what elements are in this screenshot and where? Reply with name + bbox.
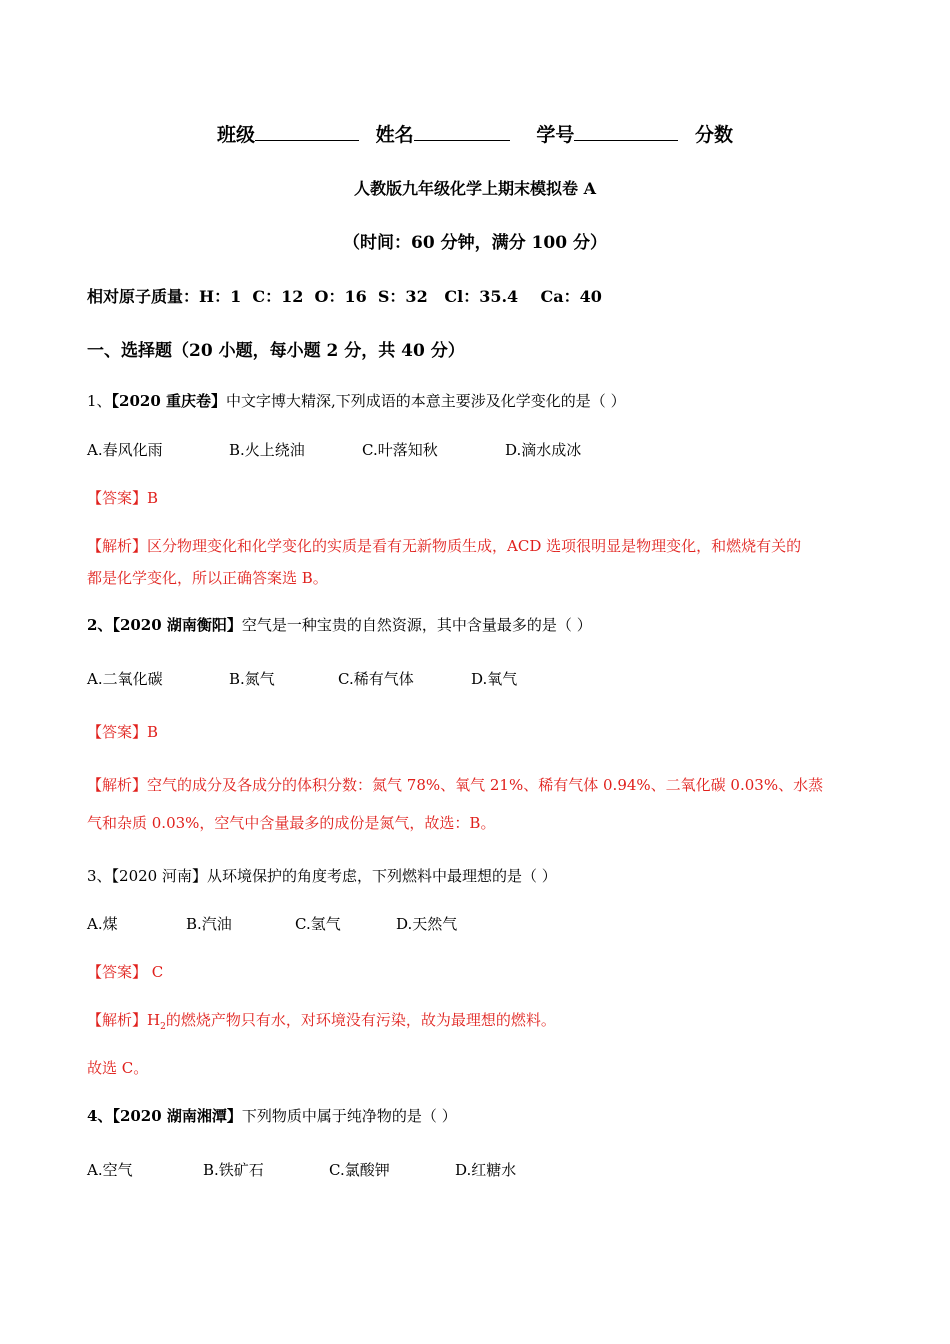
option-b: B.火上绕油 bbox=[229, 441, 305, 459]
analysis-3-line1 bbox=[87, 1009, 556, 1032]
question-number: 2、 bbox=[87, 616, 113, 634]
class-label: 班级 bbox=[217, 124, 256, 146]
option-b: B.氮气 bbox=[229, 670, 275, 688]
analysis-label: 【解析】 bbox=[87, 537, 148, 555]
question-text: 下列物质中属于纯净物的是（ ） bbox=[241, 1107, 457, 1125]
question-source: 【2020 重庆卷】 bbox=[111, 392, 227, 410]
class-blank[interactable] bbox=[255, 122, 359, 141]
analysis-1-line2: 都是化学变化，所以正确答案选 B。 bbox=[87, 569, 328, 587]
number-label: 学号 bbox=[536, 124, 575, 146]
section-heading: 一、选择题（20 小题，每小题 2 分，共 40 分） bbox=[87, 341, 465, 361]
question-2-stem bbox=[87, 614, 592, 635]
question-source: 【2020 河南】 bbox=[111, 867, 207, 885]
formula-subscript: 2 bbox=[160, 1022, 166, 1032]
analysis-1-line1 bbox=[87, 535, 801, 556]
option-c: C.氯酸钾 bbox=[329, 1161, 390, 1179]
question-4-stem bbox=[87, 1105, 457, 1126]
analysis-label: 【解析】 bbox=[87, 1011, 148, 1029]
question-1-stem bbox=[87, 390, 626, 411]
question-text: 中文字博大精深,下列成语的本意主要涉及化学变化的是（ ） bbox=[226, 392, 626, 410]
option-a: A.二氧化碳 bbox=[87, 670, 163, 688]
option-a: A.煤 bbox=[87, 915, 118, 933]
analysis-text: 空气的成分及各成分的体积分数：氮气 78%、氧气 21%、稀有气体 0.94%、二氧化碳 0.03%、水蒸 bbox=[147, 776, 824, 794]
name-blank[interactable] bbox=[414, 122, 510, 141]
question-number: 3、 bbox=[87, 867, 112, 885]
option-a: A.春风化雨 bbox=[87, 441, 163, 459]
analysis-2-line1 bbox=[87, 774, 823, 795]
question-source: 【2020 湖南湘潭】 bbox=[112, 1107, 242, 1125]
question-number: 1、 bbox=[87, 392, 112, 410]
option-d: D.天然气 bbox=[396, 915, 458, 933]
option-d: D.红糖水 bbox=[455, 1161, 517, 1179]
option-b: B.汽油 bbox=[186, 915, 232, 933]
option-d: D.氧气 bbox=[471, 670, 518, 688]
option-c: C.氢气 bbox=[295, 915, 341, 933]
number-blank[interactable] bbox=[574, 122, 678, 141]
answer-3: 【答案】 C bbox=[87, 963, 164, 981]
name-label: 姓名 bbox=[375, 124, 414, 146]
analysis-text: 的燃烧产物只有水，对环境没有污染，故为最理想的燃料。 bbox=[165, 1011, 556, 1029]
score-label: 分数 bbox=[694, 124, 733, 146]
question-number: 4、 bbox=[87, 1107, 113, 1125]
analysis-text: 区分物理变化和化学变化的实质是看有无新物质生成，ACD 选项很明显是物理变化，和燃烧有关的 bbox=[147, 537, 802, 555]
question-text: 空气是一种宝贵的自然资源，其中含量最多的是（ ） bbox=[241, 616, 592, 634]
answer-2: 【答案】B bbox=[87, 723, 159, 741]
formula-h: H bbox=[147, 1011, 161, 1029]
page-title: 人教版九年级化学上期末模拟卷 A bbox=[354, 179, 596, 198]
analysis-label: 【解析】 bbox=[87, 776, 148, 794]
option-c: C.叶落知秋 bbox=[362, 441, 438, 459]
question-source: 【2020 湖南衡阳】 bbox=[112, 616, 242, 634]
page-subtitle: （时间：60 分钟，满分 100 分） bbox=[343, 233, 607, 253]
option-d: D.滴水成冰 bbox=[505, 441, 582, 459]
answer-1: 【答案】B bbox=[87, 489, 159, 507]
atomic-mass-line: 相对原子质量：H：1 C：12 O：16 S：32 Cl：35.4 Ca：40 bbox=[87, 287, 602, 306]
option-a: A.空气 bbox=[87, 1161, 133, 1179]
student-info-line bbox=[0, 120, 950, 147]
analysis-2-line2: 气和杂质 0.03%，空气中含量最多的成份是氮气，故选：B。 bbox=[87, 814, 496, 832]
option-c: C.稀有气体 bbox=[338, 670, 414, 688]
question-3-stem bbox=[87, 865, 557, 886]
option-b: B.铁矿石 bbox=[203, 1161, 264, 1179]
analysis-3-line2: 故选 C。 bbox=[87, 1059, 149, 1077]
question-text: 从环境保护的角度考虑，下列燃料中最理想的是（ ） bbox=[207, 867, 557, 885]
